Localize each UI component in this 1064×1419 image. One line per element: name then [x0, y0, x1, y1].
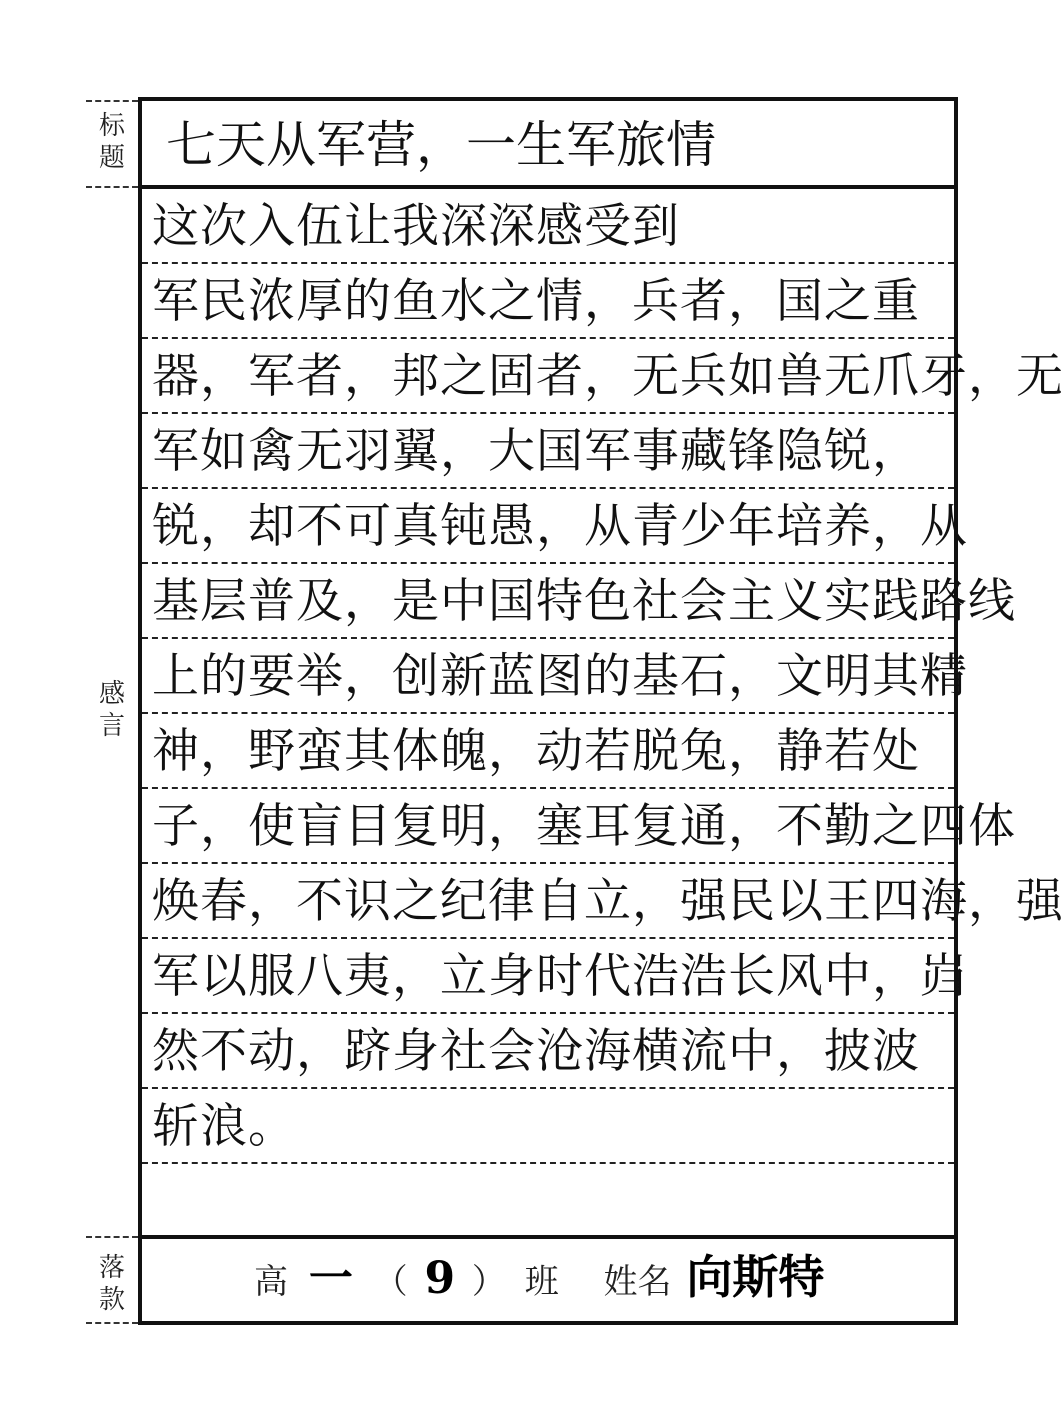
writing-line — [142, 1089, 954, 1164]
body-label-char-2: 言 — [98, 711, 125, 741]
title-row — [142, 101, 954, 189]
essay-body — [142, 189, 1064, 1239]
line-text: 基层普及，是中国特色社会主义实践路线 — [152, 574, 1016, 629]
signature-row — [142, 1235, 954, 1321]
line-text: 这次入伍让我深深感受到 — [152, 199, 680, 254]
writing-line — [142, 339, 1064, 414]
writing-line — [142, 714, 954, 789]
signature-section-label — [86, 1252, 138, 1316]
line-text: 神，野蛮其体魄，动若脱兔，静若处 — [152, 724, 920, 779]
line-text: 军民浓厚的鱼水之情，兵者，国之重 — [152, 274, 920, 329]
title-label-char-1: 标 — [98, 111, 125, 141]
title-label-char-2: 题 — [98, 143, 125, 173]
essay-form — [138, 97, 1064, 1325]
class-label: 班 — [524, 1262, 559, 1302]
writing-line — [142, 564, 1016, 639]
class-paren-close: ） — [471, 1262, 506, 1302]
line-text: 锐，却不可真钝愚，从青少年培养，从 — [152, 499, 968, 554]
writing-line — [142, 414, 954, 489]
grade-label: 高 — [254, 1262, 288, 1302]
line-text: 斩浪。 — [152, 1099, 296, 1154]
gutter-divider-bottom — [86, 1322, 138, 1324]
writing-line — [142, 489, 968, 564]
writing-line — [142, 639, 968, 714]
writing-line — [142, 864, 1064, 939]
name-label: 姓名 — [603, 1262, 672, 1302]
signature-label-char-1: 落 — [98, 1253, 125, 1283]
student-name: 向斯特 — [686, 1250, 825, 1304]
line-text: 子，使盲目复明，塞耳复通，不勤之四体 — [152, 799, 1016, 854]
essay-title: 七天从军营，一生军旅情 — [166, 116, 716, 174]
line-text: 军以服八夷，立身时代浩浩长风中，岿 — [152, 949, 968, 1004]
writing-line — [142, 1164, 954, 1239]
line-text: 然不动，跻身社会沧海横流中，披波 — [152, 1024, 920, 1079]
writing-line — [142, 939, 968, 1014]
body-section-label — [86, 678, 138, 742]
line-text: 上的要举，创新蓝图的基石，文明其精 — [152, 649, 968, 704]
writing-line — [142, 189, 954, 264]
writing-line — [142, 1014, 954, 1089]
writing-line — [142, 789, 1016, 864]
signature-content — [254, 1250, 825, 1306]
writing-line — [142, 264, 954, 339]
gutter-divider-sign — [86, 1236, 138, 1238]
line-text: 焕春，不识之纪律自立，强民以王四海，强 — [152, 874, 1064, 929]
gutter-divider-top — [86, 100, 138, 102]
signature-label-char-2: 款 — [98, 1285, 125, 1315]
line-text: 军如禽无羽翼，大国军事藏锋隐锐， — [152, 424, 920, 479]
class-paren-open: （ — [373, 1262, 408, 1302]
line-text: 器，军者，邦之固者，无兵如兽无爪牙，无 — [152, 349, 1064, 404]
grade-value: 一 — [308, 1253, 353, 1304]
gutter-divider-title — [86, 186, 138, 188]
body-label-char-1: 感 — [98, 679, 125, 709]
title-section-label — [86, 110, 138, 174]
class-value: 9 — [424, 1253, 456, 1304]
